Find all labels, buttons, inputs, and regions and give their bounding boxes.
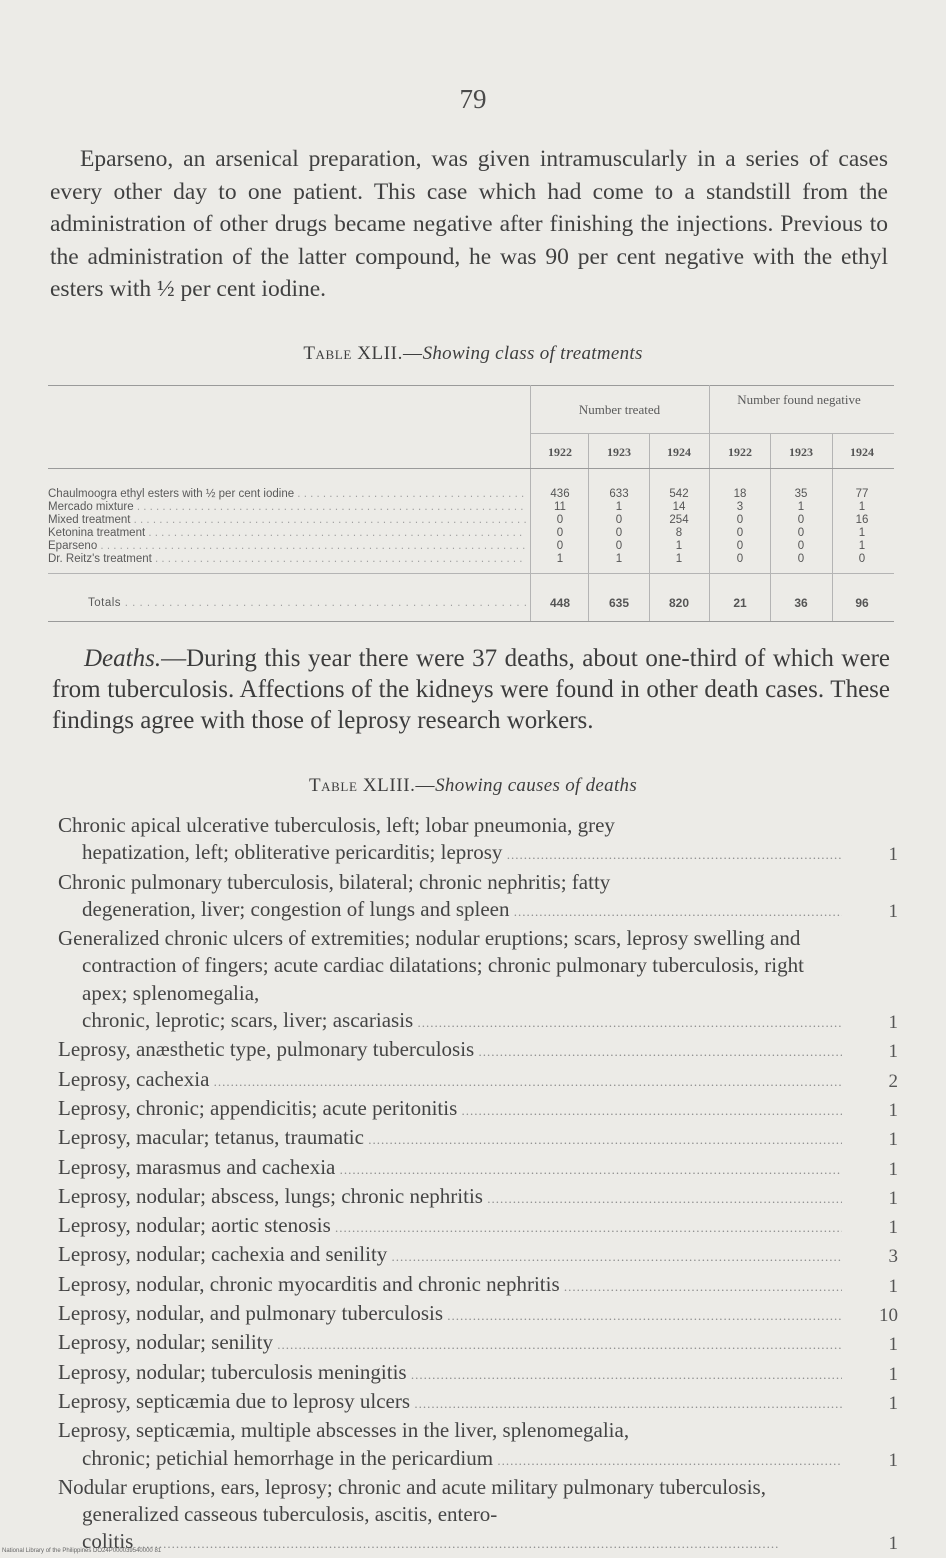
table-cell: 0: [797, 514, 805, 526]
deaths-text: —During this year there were 37 deaths, about one-third of which were from tuberculosis. Affections of the kidneys were found in other death cases. These findings agree with those of leprosy research workers.: [52, 645, 890, 734]
table-divider: [832, 433, 833, 621]
table43-caption-title: Showing causes of deaths: [435, 775, 638, 796]
table-cell: 1: [797, 501, 805, 513]
totals-cell: 820: [668, 596, 690, 610]
table-cell: 1: [615, 553, 623, 565]
treatment-row-label: Eparseno . . .: [48, 540, 526, 553]
table-rule-bottom: [48, 621, 894, 622]
totals-cell: 96: [855, 596, 869, 610]
table-cell: 18: [733, 488, 747, 500]
table-cell: 1: [615, 501, 623, 513]
entry-count: 1: [888, 1012, 898, 1034]
entry-text: Nodular eruptions, ears, leprosy; chronic and acute military pulmonary tuberculosis, generalized casseous tuberculosis, ascitis, entero-: [58, 1474, 766, 1527]
death-cause-entry: [58, 1212, 898, 1241]
table-rule-header: [48, 468, 894, 469]
table-divider: [588, 433, 589, 621]
table-cell: 0: [556, 514, 564, 526]
death-cause-entry: [58, 812, 898, 869]
table-cell: 0: [797, 527, 805, 539]
entry-text-last-line: Leprosy, chronic; appendicitis; acute peritonitis .....: [58, 1096, 842, 1120]
table-rule-top: [48, 385, 894, 386]
death-cause-entry: [58, 1300, 898, 1329]
entry-text-last-line: chronic, leprotic; scars, liver; ascariasis .....: [82, 1008, 842, 1032]
totals-cell: 36: [794, 596, 808, 610]
table42-caption-title: Showing class of treatments: [422, 343, 643, 364]
table-cell: 0: [736, 553, 744, 565]
table-divider: [530, 385, 531, 621]
death-cause-entry: [58, 869, 898, 926]
entry-count: 1: [888, 1363, 898, 1385]
table-cell: 0: [615, 514, 623, 526]
year-header: 1923: [789, 445, 813, 459]
table-cell: 1: [675, 540, 683, 552]
page-number: 79: [459, 84, 487, 114]
entry-count: 1: [888, 1099, 898, 1121]
year-header: 1922: [728, 445, 752, 459]
entry-count: 1: [888, 1187, 898, 1209]
year-header: 1924: [667, 445, 691, 459]
death-cause-entry: [58, 1271, 898, 1300]
table-cell: 254: [669, 514, 689, 526]
entry-text: Leprosy, septicæmia, multiple abscesses in the liver, splenomegalia,: [58, 1418, 630, 1443]
entry-text-last-line: Leprosy, marasmus and cachexia .....: [58, 1155, 842, 1179]
entry-text-last-line: Leprosy, nodular; tuberculosis meningitis .....: [58, 1360, 842, 1384]
table-cell: 0: [797, 540, 805, 552]
treatment-row-label: Mixed treatment . . .: [48, 514, 526, 527]
entry-text: Generalized chronic ulcers of extremities; nodular eruptions; scars, leprosy swelling and contraction of fingers; acute cardiac dilatations; chronic pulmonary tuberculosis, right apex; splenomegalia,: [58, 926, 804, 1005]
entry-text-last-line: Leprosy, septicæmia due to leprosy ulcers .....: [58, 1389, 842, 1413]
table-cell: 0: [736, 514, 744, 526]
totals-label: Totals . . .: [48, 597, 526, 610]
table-cell: 14: [672, 501, 686, 513]
table-divider: [649, 433, 650, 621]
death-cause-entry: [58, 1036, 898, 1065]
table-rule-totals: [48, 573, 894, 574]
entry-text-last-line: Leprosy, nodular, chronic myocarditis and chronic nephritis .....: [58, 1272, 842, 1296]
scan-footer: National Library of the Philippines DO24P000039540000 81: [2, 1548, 162, 1554]
table43-caption-label: Table XLIII.—: [308, 775, 436, 796]
treatment-row-label: Ketonina treatment . . .: [48, 527, 526, 540]
table-cell: 35: [794, 488, 808, 500]
table-divider: [709, 385, 710, 621]
death-cause-entry: [58, 1417, 898, 1474]
table-cell: 1: [858, 527, 866, 539]
entry-count: 1: [888, 1449, 898, 1471]
entry-count: 1: [888, 1334, 898, 1356]
totals-cell: 448: [549, 596, 571, 610]
entry-count: 10: [879, 1305, 898, 1327]
entry-count: 1: [888, 1275, 898, 1297]
death-cause-entry: [58, 1241, 898, 1270]
entry-text-last-line: Leprosy, nodular; senility .....: [58, 1330, 842, 1354]
death-cause-entry: [58, 1154, 898, 1183]
table-cell: 633: [609, 488, 629, 500]
entry-count: 1: [888, 844, 898, 866]
table-cell: 77: [855, 488, 869, 500]
entry-text: Chronic apical ulcerative tuberculosis, left; lobar pneumonia, grey: [58, 813, 615, 837]
entry-text-last-line: colitis .....: [82, 1529, 779, 1553]
year-header: 1923: [607, 445, 631, 459]
table-cell: 3: [736, 501, 744, 513]
year-header: 1924: [850, 445, 874, 459]
table-cell: 0: [797, 553, 805, 565]
death-cause-entry: [58, 1359, 898, 1388]
entry-count: 1: [888, 1217, 898, 1239]
table-cell: 1: [556, 553, 564, 565]
entry-count: 1: [888, 1392, 898, 1414]
table-cell: 1: [675, 553, 683, 565]
entry-text-last-line: Leprosy, nodular, and pulmonary tuberculosis .....: [58, 1301, 842, 1325]
treatment-row-label: Mercado mixture . . .: [48, 501, 526, 514]
table43-caption: [0, 775, 946, 797]
entry-text: Chronic pulmonary tuberculosis, bilateral; chronic nephritis; fatty: [58, 869, 611, 894]
death-cause-entry: [58, 1066, 898, 1095]
table-cell: 8: [675, 527, 683, 539]
header-number-negative: Number found negative: [737, 392, 861, 407]
causes-of-death-list: [58, 812, 898, 1558]
entry-count: 1: [888, 1158, 898, 1180]
totals-cell: 21: [733, 596, 747, 610]
treatment-row-label: Chaulmoogra ethyl esters with ½ per cent iodine . . .: [48, 488, 526, 501]
table-cell: 1: [858, 501, 866, 513]
table-cell: 0: [736, 540, 744, 552]
entry-count: 2: [888, 1070, 898, 1092]
deaths-paragraph: [52, 643, 890, 736]
entry-count: 3: [888, 1246, 898, 1268]
entry-text-last-line: Leprosy, macular; tetanus, traumatic .....: [58, 1125, 842, 1149]
table-cell: 0: [615, 540, 623, 552]
treatment-row-label: Dr. Reitz's treatment . . .: [48, 553, 526, 566]
table-cell: 0: [858, 553, 866, 565]
table-cell: 1: [858, 540, 866, 552]
table-cell: 0: [615, 527, 623, 539]
table-cell: 11: [554, 501, 566, 513]
entry-text-last-line: degeneration, liver; congestion of lungs and spleen .....: [82, 897, 842, 921]
entry-text-last-line: Leprosy, anæsthetic type, pulmonary tuberculosis .....: [58, 1037, 842, 1061]
totals-cell: 635: [608, 596, 630, 610]
intro-paragraph: Eparseno, an arsenical preparation, was given intramuscularly in a series of cases every other day to one patient. This case which had come to a standstill from the administration of other drugs became negative after finishing the injections. Previous to the administration of the latter compound, he was 90 per cent negative with the ethyl esters with ½ per cent iodine.: [50, 146, 888, 302]
table42-caption-label: Table XLII.—: [303, 343, 423, 364]
table-cell: 542: [669, 488, 689, 500]
table-cell: 0: [556, 540, 564, 552]
death-cause-entry: [58, 1388, 898, 1417]
entry-text-last-line: hepatization, left; obliterative pericarditis; leprosy .....: [82, 840, 842, 864]
death-cause-entry: [58, 1183, 898, 1212]
table-cell: 0: [556, 527, 564, 539]
table-cell: 16: [855, 514, 869, 526]
table42-caption: [0, 343, 946, 365]
entry-text-last-line: Leprosy, nodular; aortic stenosis .....: [58, 1213, 842, 1237]
table-rule-group: [530, 433, 894, 434]
entry-count: 1: [888, 1533, 898, 1555]
entry-count: 1: [888, 1041, 898, 1063]
table-cell: 436: [550, 488, 570, 500]
entry-count: 1: [888, 900, 898, 922]
year-header: 1922: [548, 445, 572, 459]
table-cell: 0: [736, 527, 744, 539]
table-divider: [770, 433, 771, 621]
death-cause-entry: [58, 925, 898, 1036]
death-cause-entry: [58, 1124, 898, 1153]
death-cause-entry: [58, 1474, 898, 1558]
death-cause-entry: [58, 1329, 898, 1358]
entry-count: 1: [888, 1129, 898, 1151]
deaths-lead: Deaths.: [84, 645, 162, 672]
entry-text-last-line: Leprosy, nodular; abscess, lungs; chronic nephritis .....: [58, 1184, 842, 1208]
entry-text-last-line: chronic; petichial hemorrhage in the pericardium .....: [82, 1446, 842, 1470]
entry-text-last-line: Leprosy, cachexia .....: [58, 1067, 842, 1091]
death-cause-entry: [58, 1095, 898, 1124]
entry-text-last-line: Leprosy, nodular; cachexia and senility .....: [58, 1242, 842, 1266]
header-number-treated: Number treated: [578, 402, 661, 417]
